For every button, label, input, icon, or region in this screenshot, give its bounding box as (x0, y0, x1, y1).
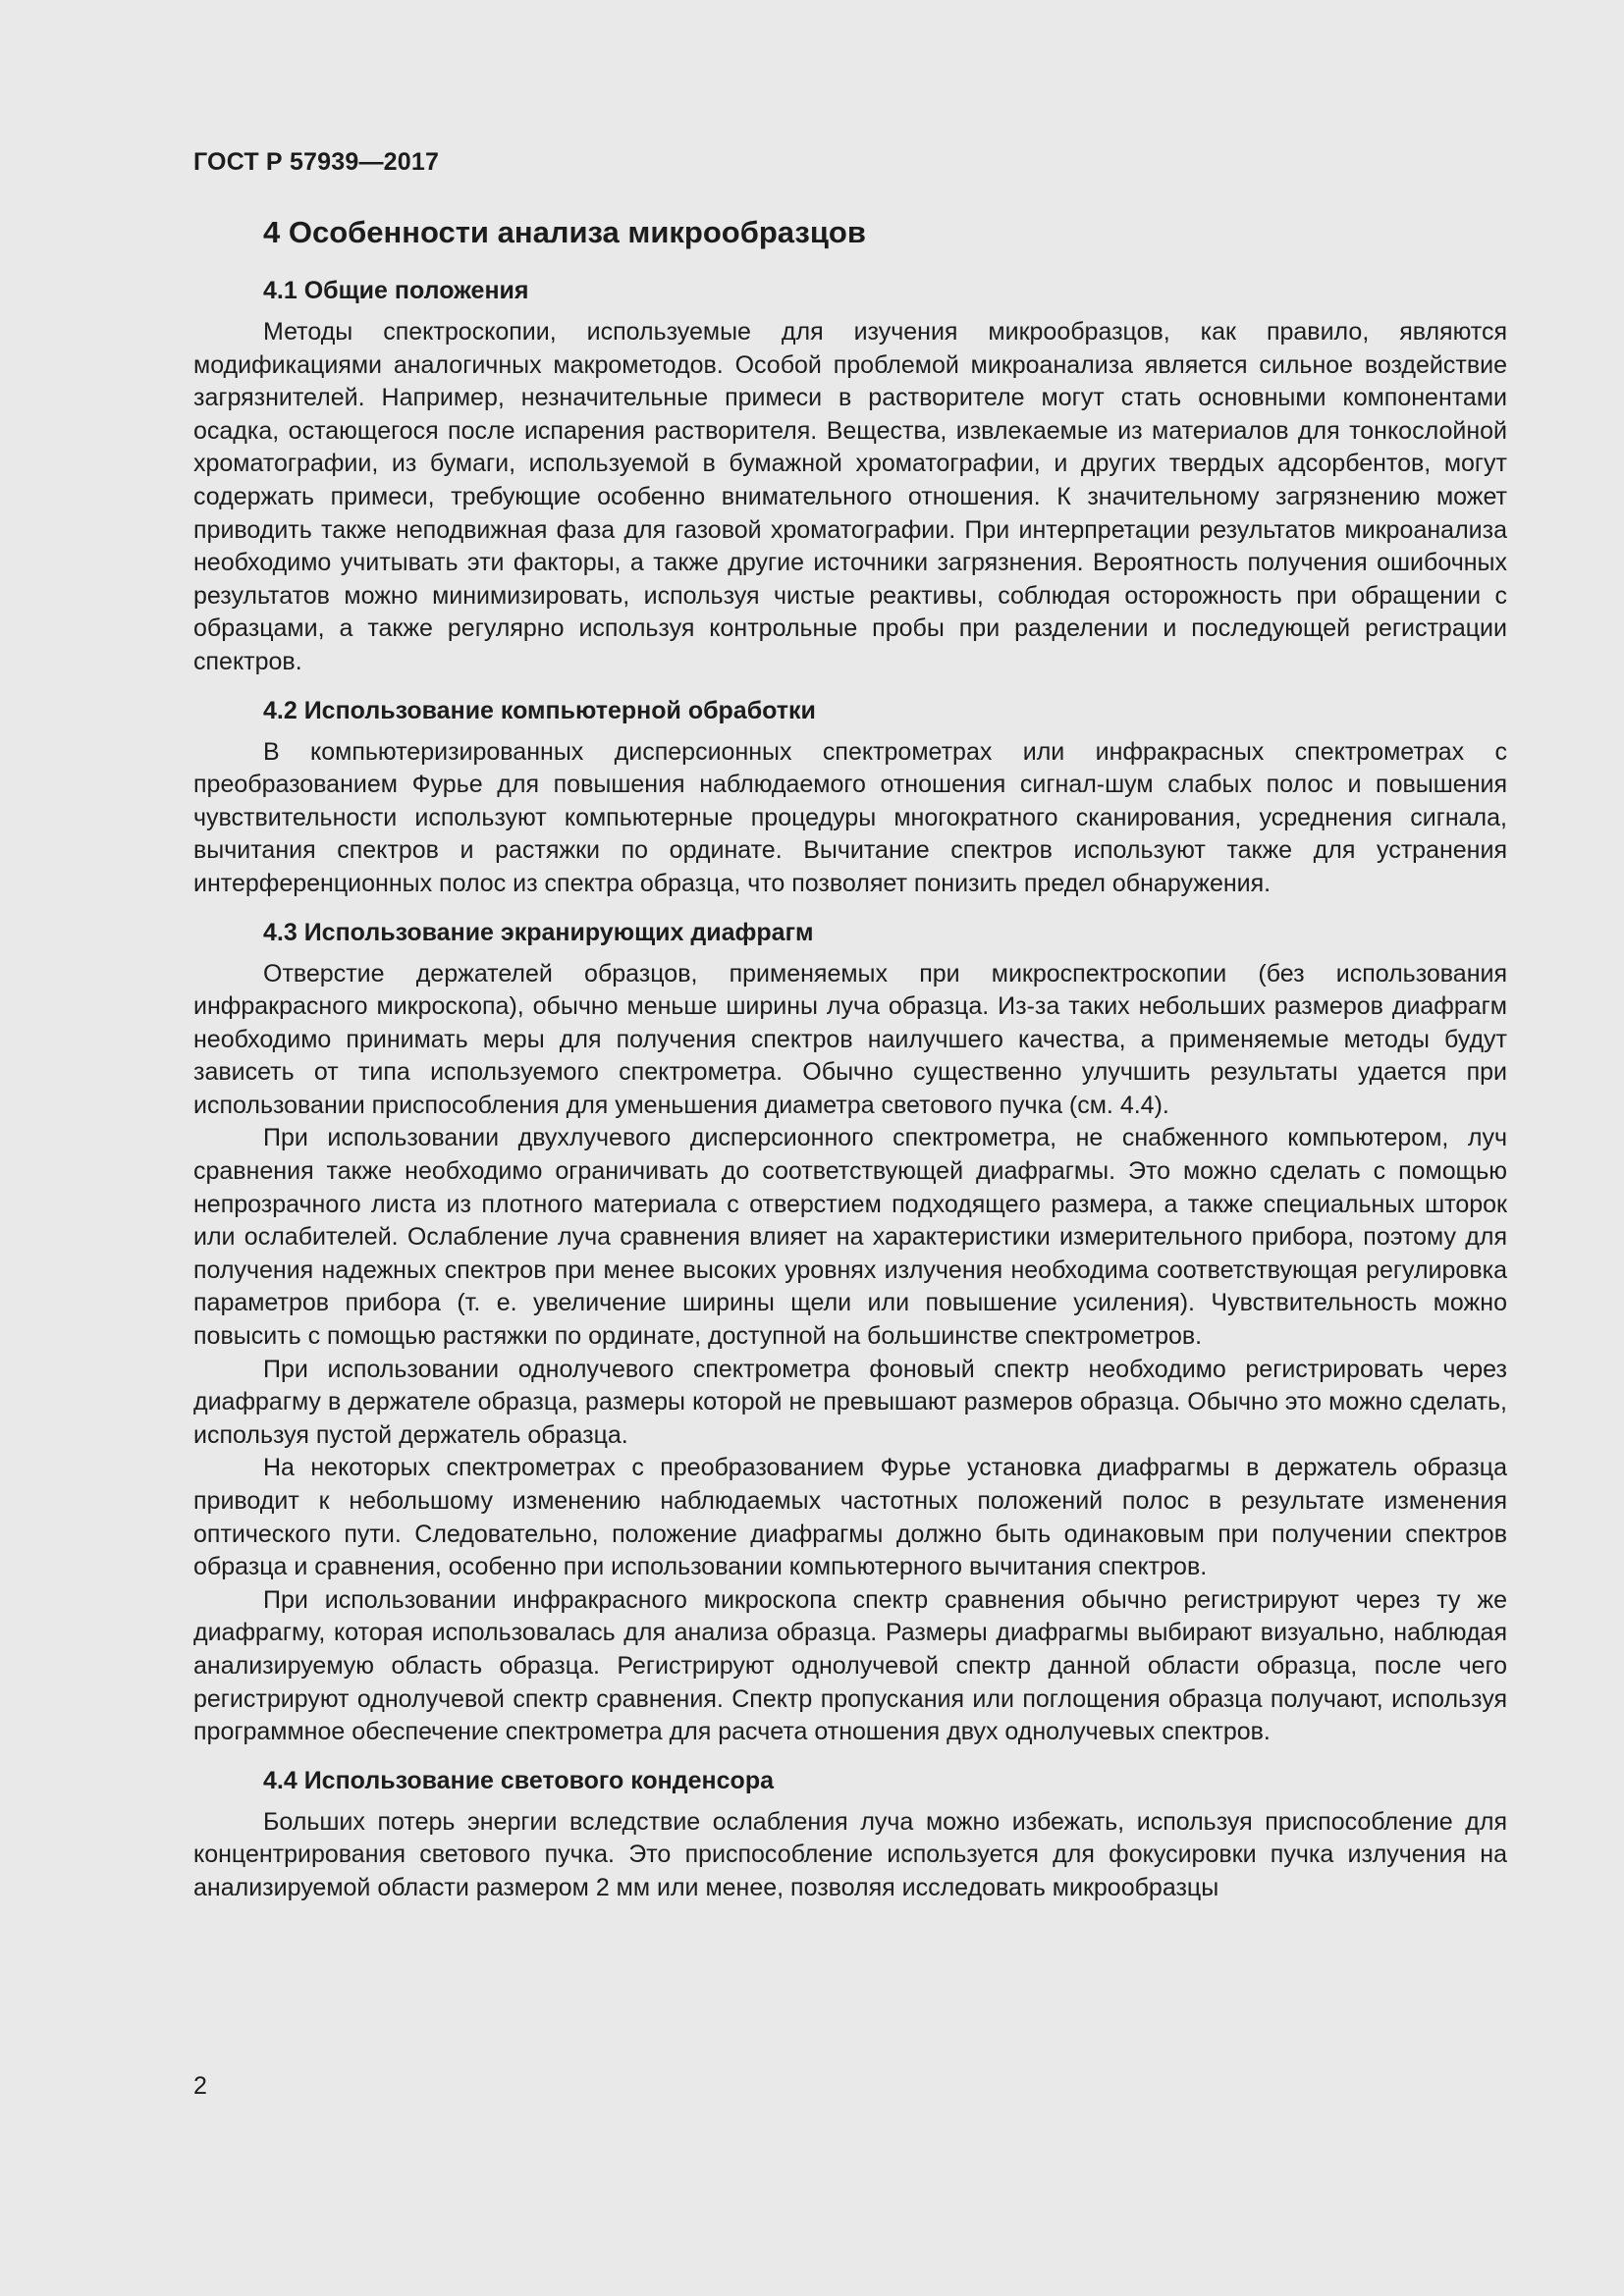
document-header: ГОСТ Р 57939—2017 (193, 148, 440, 176)
subsection-title: 4.1 Общие положения (263, 277, 529, 304)
subsection-4-2 (193, 695, 1507, 901)
page-number: 2 (193, 2072, 207, 2100)
paragraph: Больших потерь энергии вследствие ослабления луча можно избежать, используя приспособление для концентрирования светового пучка. Это приспособление используется для фокусировки пучка излучения на анализируемой области размером 2 мм или менее, позволяя исследовать микрообразцы (193, 1807, 1507, 1901)
paragraph: Методы спектроскопии, используемые для изучения микрообразцов, как правило, являются модификациями аналогичных макрометодов. Особой проблемой микроанализа является сильное воздействие загрязнителей. Например, незначительные примеси в растворителе могут стать основными компонентами осадка, остающегося после испарения растворителя. Вещества, извлекаемые из материалов для тонкослойной хроматографии, из бумаги, используемой в бумажной хроматографии, и других твердых адсорбентов, могут содержать примеси, требующие особенно внимательного отношения. К значительному загрязнению может приводить также неподвижная фаза для газовой хроматографии. При интерпретации результатов микроанализа необходимо учитывать эти факторы, а также другие источники загрязнения. Вероятность получения ошибочных результатов можно минимизировать, используя чистые реактивы, соблюдая осторожность при обращении с образцами, а также регулярно используя контрольные пробы при разделении и последующей регистрации спектров. (193, 318, 1507, 675)
paragraph: При использовании двухлучевого дисперсионного спектрометра, не снабженного компьютером, луч сравнения также необходимо ограничивать до соответствующей диафрагмы. Это можно сделать с помощью непрозрачного листа из плотного материала с отверстием подходящего размера, а также специальных шторок или ослабителей. Ослабление луча сравнения влияет на характеристики измерительного прибора, поэтому для получения надежных спектров при менее высоких уровнях излучения необходима соответствующая регулировка параметров прибора (т. е. увеличение ширины щели или повышение усиления). Чувствительность можно повысить с помощью растяжки по ординате, доступной на большинстве спектрометров. (193, 1124, 1507, 1351)
paragraph: При использовании инфракрасного микроскопа спектр сравнения обычно регистрируют через ту же диафрагму, которая использовалась для анализа образца. Размеры диафрагмы выбирают визуально, наблюдая анализируемую область образца. Регистрируют однолучевой спектр данной области образца, после чего регистрируют однолучевой спектр сравнения. Спектр пропускания или поглощения образца получают, используя программное обеспечение спектрометра для расчета отношения двух однолучевых спектров. (193, 1585, 1507, 1746)
section-title: 4 Особенности анализа микрообразцов (263, 215, 866, 249)
paragraph: В компьютеризированных дисперсионных спектрометрах или инфракрасных спектрометрах с преобразованием Фурье для повышения наблюдаемого отношения сигнал-шум слабых полос и повышения чувствительности используют компьютерные процедуры многократного сканирования, усреднения сигнала, вычитания спектров и растяжки по ординате. Вычитание спектров используют также для устранения интерференционных полос из спектра образца, что позволяет понизить предел обнаружения. (193, 737, 1507, 897)
subsection-title: 4.4 Использование светового конденсора (263, 1766, 774, 1794)
document-page (193, 147, 1507, 1921)
paragraph: Отверстие держателей образцов, применяемых при микроспектроскопии (без использования инфракрасного микроскопа), обычно меньше ширины луча образца. Из-за таких небольших размеров диафрагм необходимо принимать меры для получения спектров наилучшего качества, а применяемые методы будут зависеть от типа используемого спектрометра. Обычно существенно улучшить результаты удается при использовании приспособления для уменьшения диаметра светового пучка (см. 4.4). (193, 959, 1507, 1119)
subsection-4-3 (193, 917, 1507, 1749)
subsection-4-4 (193, 1765, 1507, 1905)
subsection-title: 4.3 Использование экранирующих диафрагм (263, 918, 814, 946)
paragraph: На некоторых спектрометрах с преобразованием Фурье установка диафрагмы в держатель образца приводит к небольшому изменению наблюдаемых частотных положений полос в результате изменения оптического пути. Следовательно, положение диафрагмы должно быть одинаковым при получении спектров образца и сравнения, особенно при использовании компьютерного вычитания спектров. (193, 1454, 1507, 1581)
paragraph: При использовании однолучевого спектрометра фоновый спектр необходимо регистрировать через диафрагму в держателе образца, размеры которой не превышают размеров образца. Обычно это можно сделать, используя пустой держатель образца. (193, 1355, 1507, 1449)
subsection-title: 4.2 Использование компьютерной обработки (263, 696, 816, 724)
subsection-4-1 (193, 275, 1507, 679)
